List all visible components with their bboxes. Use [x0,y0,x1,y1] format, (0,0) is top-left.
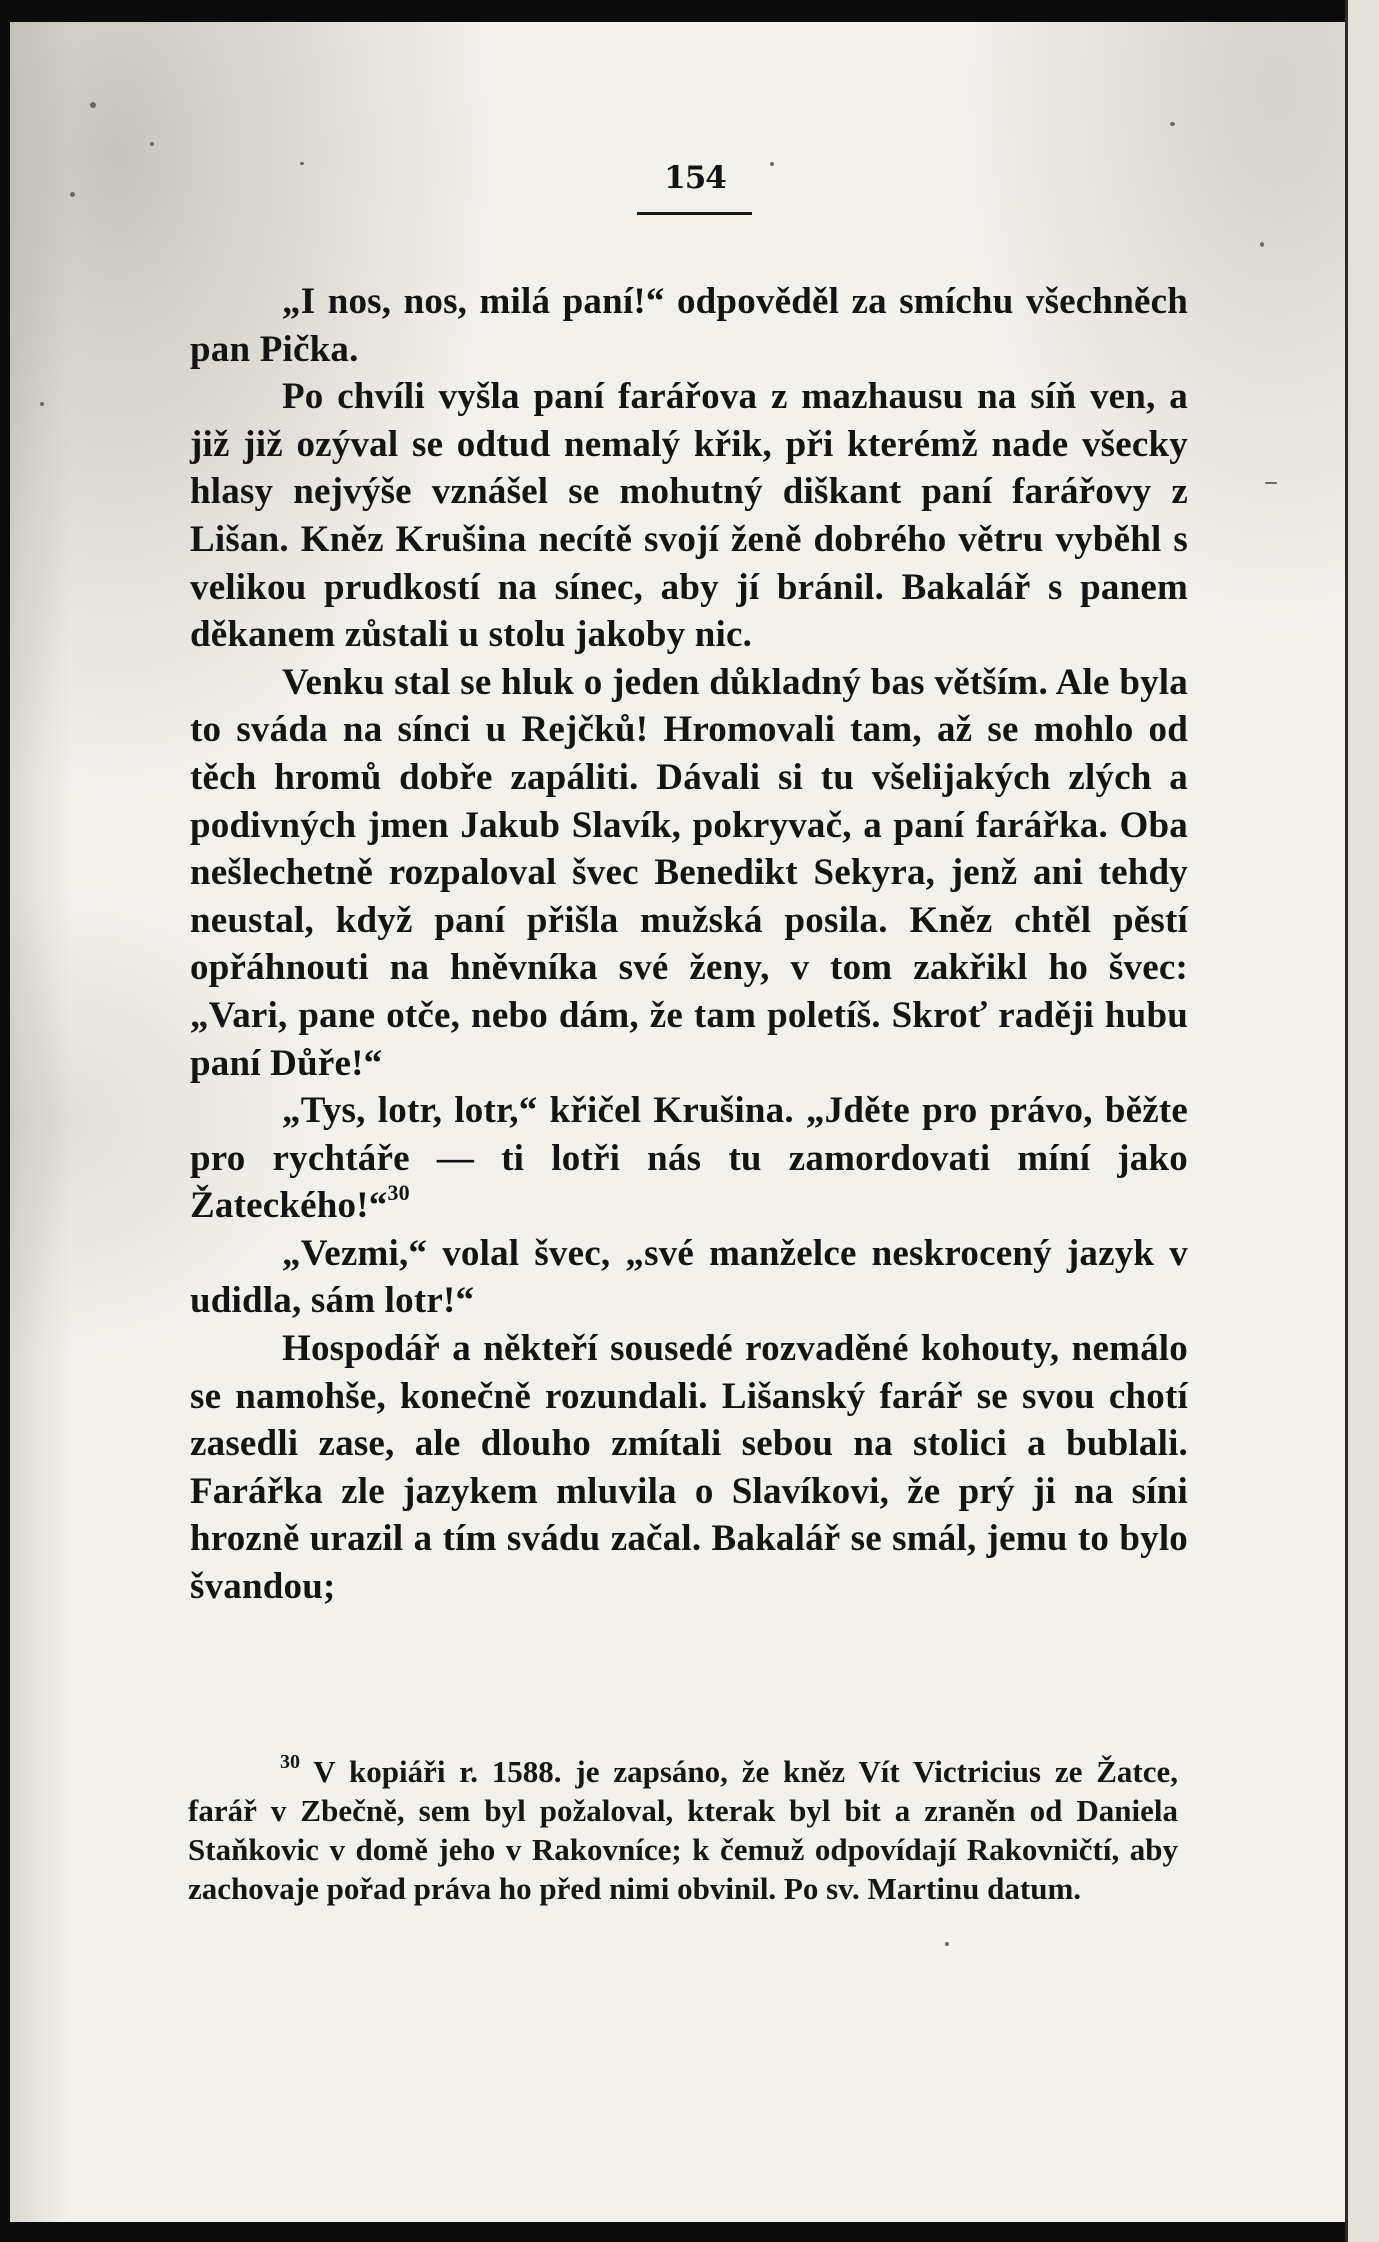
paragraph [190,659,1188,1087]
paragraph-text: „I nos, nos, milá paní!“ odpověděl za smíchu všechněch pan Pička. [190,281,1188,370]
paragraph [190,278,1188,373]
paragraph-text: Po chvíli vyšla paní farářova z mazhausu na síň ven, a již již ozýval se odtud nemalý křik, při kterémž nade všecky hlasy nejvýše vznášel se mohutný diškant paní farářovy z Lišan. Kněz Krušina necítě svojí ženě dobrého větru vyběhl s velikou prudkostí na sínec, aby jí bránil. Bakalář s panem děkanem zůstali u stolu jakoby nic. [190,376,1188,656]
paragraph [190,1325,1188,1611]
paper-speck [945,1942,949,1946]
footnote-text: V kopiáři r. 1588. je zapsáno, že kněz Vít Victricius ze Žatce, farář v Zbečně, sem byl požaloval, kterak byl bit a zraněn od Daniela Staňkovic v domě jeho v Rakovníce; k čemuž odpovídají Rakovničtí, aby zachovaje pořad práva ho před nimi obvinil. Po sv. Martinu datum. [188,1754,1178,1906]
paper-speck [1260,242,1264,247]
footnote-paragraph [188,1752,1178,1908]
page-number: 154 [664,160,726,196]
paragraph-text: Venku stal se hluk o jeden důkladný bas větším. Ale byla to sváda na sínci u Rejčků! Hromovali tam, až se mohlo od těch hromů dobře zapáliti. Dávali si tu všelijakých zlých a podivných jmen Jakub Slavík, pokryvač, a paní farářka. Oba nešlechetně rozpaloval švec Benedikt Sekyra, jenž ani tehdy neustal, když paní přišla mužská posila. Kněz chtěl pěstí opřáhnouti na hněvníka své ženy, v tom zakřikl ho švec: „Vari, pane otče, nebo dám, že tam poletíš. Skroť raději hubu paní Důře!“ [190,661,1188,1084]
footnote-reference: 30 [387,1179,410,1205]
book-page [10,22,1345,2222]
paper-speck [300,162,304,165]
paper-speck [1170,122,1175,126]
paper-speck [70,192,75,197]
paper-speck [770,162,774,166]
paper-speck [150,142,154,146]
footnote [188,1752,1178,1908]
scan-edge-strip [1345,0,1379,2242]
paragraph-text: „Vezmi,“ volal švec, „své manželce neskrocený jazyk v udidla, sám lotr!“ [190,1232,1188,1322]
paper-speck [1265,482,1277,484]
main-text [190,278,1188,1611]
paragraph-text: „Tys, lotr, lotr,“ křičel Krušina. „Jděte pro právo, běžte pro rychtáře — ti lotři nás tu zamordovati míní jako Žateckého!“ [190,1090,1188,1227]
footnote-marker: 30 [280,1750,300,1773]
paragraph-text: Hospodář a někteří sousedé rozvaděné kohouty, nemálo se namohše, konečně rozundali. Lišanský farář se svou chotí zasedli zase, ale dlouho zmítali sebou na stolici a bublali. Farářka zle jazykem mluvila o Slavíkovi, že prý ji na síni hrozně urazil a tím svádu začal. Bakalář se smál, jemu to bylo švandou; [190,1328,1188,1608]
page-number-rule [637,212,752,215]
paper-speck [40,402,44,406]
paragraph [190,1087,1188,1230]
paragraph [190,373,1188,659]
paragraph [190,1230,1188,1325]
paper-speck [90,102,96,108]
